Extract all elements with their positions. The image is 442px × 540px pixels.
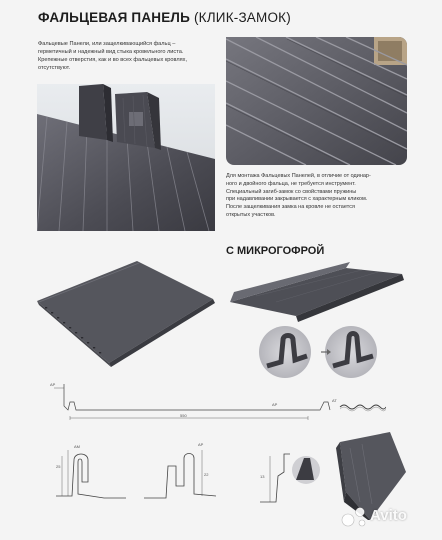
lock-profile-drawing-a <box>48 436 130 516</box>
cross-section-drawing <box>40 380 340 424</box>
micro-corrugation-detail <box>338 398 386 416</box>
am-label: AM <box>74 444 80 449</box>
roof-photo-left <box>37 84 215 231</box>
description-line: Для монтажа Фальцевых Панелей, в отличие от одинар- <box>226 173 371 179</box>
lock-profile-drawing-b <box>140 436 220 516</box>
watermark-text: Avito <box>370 507 407 524</box>
at-label: AT <box>332 398 337 403</box>
section-subtitle: С МИКРОГОФРОЙ <box>226 245 325 257</box>
lock-detail-circles <box>257 322 407 384</box>
intro-line: герметичный и надежный вид стыка кровельного листа. <box>38 49 184 55</box>
ap-label: AP <box>50 382 56 387</box>
lock-profile-drawing-c <box>254 436 324 516</box>
roof-photo-right <box>226 37 407 165</box>
profile-panel-render <box>226 262 406 324</box>
intro-line: отсутствуют. <box>38 65 71 71</box>
description-line: ного и двойного фальца, не требуется инструмент. <box>226 180 356 187</box>
title-bold: ФАЛЬЦЕВАЯ ПАНЕЛЬ <box>38 10 191 25</box>
flat-panel-render <box>27 255 217 370</box>
ap-label-2: AP <box>272 402 278 407</box>
dim-13: 13 <box>260 474 265 479</box>
description-text <box>226 173 416 220</box>
intro-line: Фальцевые Панели, или защелкивающийся фальц – <box>38 41 176 47</box>
description-line: После защелкивания замка на кровле не остается <box>226 204 355 211</box>
intro-text <box>38 40 228 72</box>
width-label: 550 <box>180 413 187 418</box>
dim-22: 22 <box>204 472 209 477</box>
page-title <box>38 10 291 25</box>
description-line: при надавливании закрывается с характерным кликом. <box>226 196 368 203</box>
intro-line: Крепежные отверстия, как и во всех фальцевых кровлях, <box>38 57 187 63</box>
title-rest: (КЛИК-ЗАМОК) <box>193 10 291 25</box>
dim-25: 25 <box>56 464 61 469</box>
description-line: открытых участков. <box>226 211 276 218</box>
ap-label-3: AP <box>198 442 204 447</box>
description-line: Специальный загиб-замок со свойствами пружины <box>226 188 357 195</box>
